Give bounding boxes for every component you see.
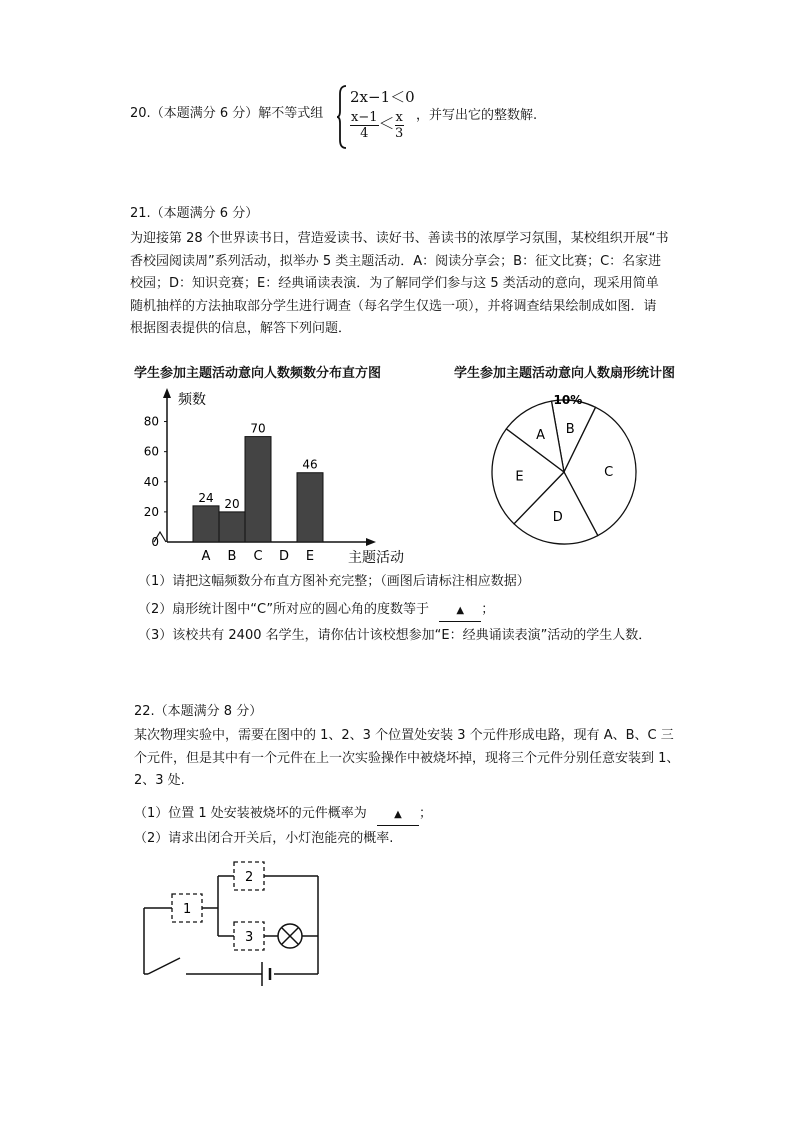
pie-slice-label: B	[565, 421, 575, 437]
x-axis-label: 主题活动	[348, 550, 404, 566]
pie-slice-label: E	[515, 469, 524, 485]
histogram-bar-c	[245, 437, 271, 542]
histogram	[130, 384, 430, 570]
q21-sub2-end: ；	[481, 602, 495, 617]
q21-line: 随机抽样的方法抽取部分学生进行调查（每名学生仅选一项），并将调查结果绘制成如图．请	[130, 298, 657, 314]
q20-tail: ，并写出它的整数解.	[416, 108, 538, 123]
q21-sub2-text: （2）扇形统计图中“C”所对应的圆心角的度数等于	[138, 602, 430, 617]
bar-data-label: 70	[250, 421, 266, 436]
y-axis-label: 频数	[178, 392, 206, 408]
q21-body	[130, 228, 710, 341]
q22-sub1-text: （1）位置 1 处安装被烧坏的元件概率为	[134, 806, 367, 821]
x-tick-label: E	[305, 549, 315, 564]
y-tick-label: 60	[143, 444, 159, 459]
q21-sub1: （1）请把这幅频数分布直方图补充完整；（画图后请标注相应数据）	[138, 574, 530, 589]
bar-data-label: 46	[302, 457, 318, 472]
slot-1-label: 1	[183, 902, 192, 917]
x-tick-label: D	[278, 549, 290, 564]
q22-body	[134, 725, 714, 793]
blank-triangle-icon: ▲	[456, 605, 465, 616]
x-tick-label: C	[253, 549, 263, 564]
q22-line: 2、3 处.	[134, 773, 185, 788]
y-tick-label: 40	[143, 474, 159, 489]
q21-line: 香校园阅读周”系列活动，拟举办 5 类主题活动．A：阅读分享会；B：征文比赛；C：名家进	[130, 253, 662, 269]
q21-line: 根据图表提供的信息，解答下列问题．	[130, 321, 352, 336]
pie-chart-title: 学生参加主题活动意向人数扇形统计图	[454, 366, 676, 381]
blank-triangle-icon: ▲	[394, 809, 402, 820]
q20-ineq2-op: ＜	[378, 114, 395, 133]
q22-line: 个元件，但是其中有一个元件在上一次实验操作中被烧坏掉，现将三个元件分别任意安装到 1、	[134, 750, 680, 766]
q20-inequality-1: 2x−1＜0	[350, 88, 415, 106]
bar-data-label: 20	[224, 496, 240, 511]
x-tick-label: B	[227, 549, 237, 564]
slot-2-label: 2	[245, 870, 254, 885]
circuit-diagram	[134, 856, 364, 986]
q20-prompt: 解不等式组	[258, 106, 324, 121]
y-tick-label: 80	[143, 414, 159, 429]
q22-header: 22.（本题满分 8 分）	[134, 704, 263, 719]
pie-chart	[484, 394, 644, 554]
pie-slice-percent: 10%	[553, 394, 583, 407]
pie-slice-label: D	[552, 510, 563, 526]
q20-score: （本题满分 6 分）	[150, 106, 259, 121]
q21-line: 校园；D：知识竞赛；E：经典诵读表演．为了解同学们参与这 5 类活动的意向，现采用简单	[130, 276, 659, 291]
histogram-bar-b	[219, 512, 245, 542]
answer-blank	[377, 805, 419, 826]
answer-blank	[439, 601, 481, 622]
q22-sub1-end: ；	[418, 806, 432, 821]
y-axis-arrow	[163, 388, 171, 398]
histogram-bar-a	[193, 506, 219, 542]
q22-sub1	[134, 804, 432, 826]
q20-text	[130, 104, 323, 124]
pie-slice-label: A	[536, 427, 546, 443]
q21-sub2	[138, 600, 494, 622]
q20-number: 20.	[130, 106, 151, 121]
histogram-title: 学生参加主题活动意向人数频数分布直方图	[134, 366, 382, 381]
x-tick-label: A	[201, 549, 211, 564]
q21-sub3: （3）该校共有 2400 名学生，请你估计该校想参加“E：经典诵读表演”活动的学生人数．	[138, 628, 652, 643]
y-tick-label: 20	[143, 504, 159, 519]
q22-line: 某次物理实验中，需要在图中的 1、2、3 个位置处安装 3 个元件形成电路，现有 A、B、C 三	[134, 728, 674, 743]
y-tick-label: 0	[151, 535, 159, 549]
frac-right-num: x	[395, 110, 403, 125]
q21-header: 21.（本题满分 6 分）	[130, 206, 259, 221]
q22-sub2: （2）请求出闭合开关后，小灯泡能亮的概率.	[134, 831, 394, 846]
q20-inequality-2	[350, 110, 404, 141]
bar-data-label: 24	[198, 490, 214, 505]
slot-3-label: 3	[245, 930, 254, 945]
frac-left-num: x−1	[351, 110, 378, 125]
frac-right-den: 3	[395, 126, 404, 141]
frac-left-den: 4	[360, 126, 369, 141]
x-axis-arrow	[366, 538, 376, 546]
histogram-bar-e	[297, 473, 323, 542]
pie-slice-label: C	[604, 465, 614, 481]
q20-brace	[336, 84, 348, 150]
q21-line: 为迎接第 28 个世界读书日，营造爱读书、读好书、善读书的浓厚学习氛围，某校组织开展“书	[130, 231, 669, 246]
